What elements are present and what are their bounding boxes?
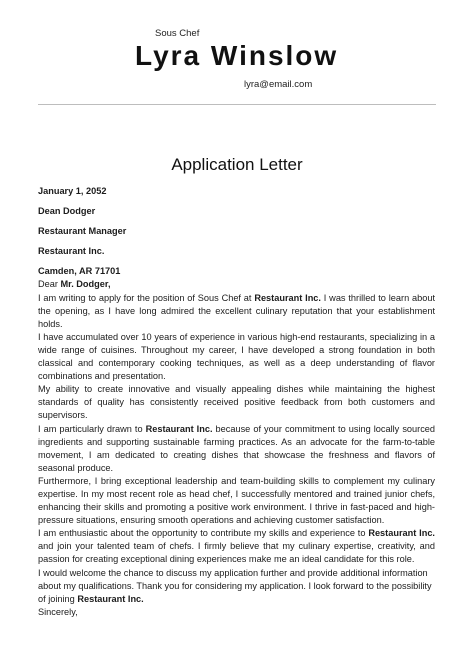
company-mention: Restaurant Inc. [254,292,321,303]
paragraph-experience: I have accumulated over 10 years of experience in various high-end restaurants, specializing in a wide range of cuisines. Throughout my career, I have developed a strong foundation in both classical and contemporary cooking techniques, as well as a deep understanding of flavor combinations and presentation. [38,331,435,382]
company-mention: Restaurant Inc. [145,423,213,434]
header-divider [38,104,436,105]
salutation-name: Mr. Dodger, [60,279,111,290]
paragraph-closing [38,567,435,606]
paragraph-skills: My ability to create innovative and visually appealing dishes while maintaining the highest standards of quality has consistently received positive feedback from both customers and supervisors. [38,384,435,421]
sign-off: Sincerely, [38,606,78,617]
paragraph-text: because of your commitment to using locally sourced ingredients and supporting sustainable farming practices. As an advocate for the farm-to-table movement, I am dedicated to creating dishes that showcase the freshness and flavors of seasonal produce. [38,423,436,473]
paragraph-motivation [38,423,435,475]
email-address: lyra@email.com [244,79,313,90]
company-mention: Restaurant Inc. [368,528,435,539]
salutation-prefix: Dear [38,279,61,290]
paragraph-text: I am particularly drawn to [38,423,146,434]
salutation [38,278,435,291]
recipient-address: Camden, AR 71701 [38,266,121,277]
paragraph-intro [38,292,435,331]
recipient-name: Dean Dodger [38,206,96,217]
document-title: Application Letter [171,155,303,174]
job-title: Sous Chef [155,28,200,39]
paragraph-text: I am enthusiastic about the opportunity to contribute my skills and experience to [38,528,369,539]
company-mention: Restaurant Inc. [77,593,144,604]
paragraph-enthusiasm [38,527,435,566]
recipient-position: Restaurant Manager [38,226,127,237]
paragraph-text: I am writing to apply for the position of Sous Chef at [38,292,255,303]
paragraph-text: I was thrilled to learn about the opening, as I have long admired the excellent culinary reputation that your establishment holds. [38,292,435,329]
recipient-company: Restaurant Inc. [38,246,105,257]
letter-body [38,185,435,619]
letter-date: January 1, 2052 [38,186,107,196]
paragraph-text: and join your talented team of chefs. I firmly believe that my culinary expertise, creativity, and passion for creating exceptional dining experiences make me an ideal candidate for this role. [38,541,435,565]
applicant-name: Lyra Winslow [135,40,339,71]
paragraph-text: I would welcome the chance to discuss my application further and provide additional information about my qualifications. Thank you for considering my application. I look forward to the possibility of joining [38,567,432,604]
paragraph-leadership: Furthermore, I bring exceptional leadership and team-building skills to complement my culinary expertise. In my most recent role as head chef, I successfully mentored and trained junior chefs, enhancing their skills and promoting a positive work environment. I thrive in fast-paced and high-pressure situations, ensuring smooth operations and achieving customer satisfaction. [38,475,435,526]
